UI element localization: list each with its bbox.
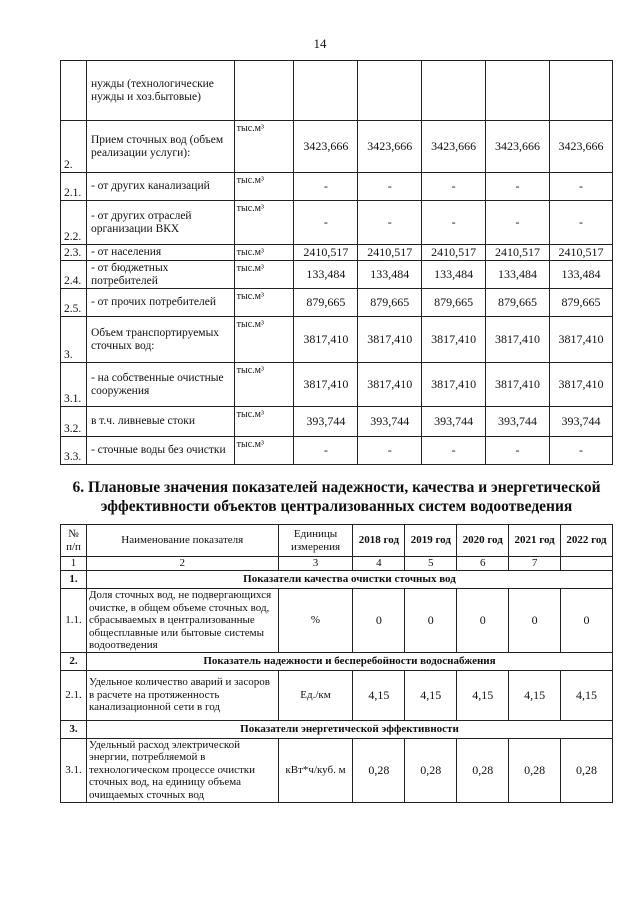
table-row [61, 363, 613, 407]
row-value: - [294, 437, 358, 465]
row-value: 2410,517 [422, 245, 486, 261]
row-value: - [294, 173, 358, 201]
table-row [61, 61, 613, 121]
row-name: - от населения [86, 245, 234, 261]
indicator-value: 0,28 [457, 738, 509, 802]
row-value: 2410,517 [294, 245, 358, 261]
row-value: - [550, 437, 613, 465]
row-value [486, 61, 550, 121]
row-value: - [358, 173, 422, 201]
indicator-value: 4,15 [457, 670, 509, 720]
table-row [61, 738, 613, 802]
row-value: - [486, 201, 550, 245]
column-index: 4 [353, 557, 405, 571]
indicator-value: 0 [561, 589, 613, 653]
row-value: 879,665 [294, 289, 358, 317]
row-value: 133,484 [358, 261, 422, 289]
row-value [358, 61, 422, 121]
row-value: 3423,666 [486, 121, 550, 173]
header-year: 2020 год [457, 525, 509, 557]
row-num: 2.5. [61, 289, 87, 317]
section-heading: 6. Плановые значения показателей надежности, качества и энергетической эффективности объектов централизованных систем водоотведения [72, 479, 601, 515]
row-name: - сточные воды без очистки [86, 437, 234, 465]
row-value: 879,665 [486, 289, 550, 317]
row-value: 2410,517 [358, 245, 422, 261]
row-num: 2. [61, 121, 87, 173]
row-value: - [422, 437, 486, 465]
section-num: 3. [61, 720, 87, 738]
row-num [61, 61, 87, 121]
row-value: 3817,410 [422, 363, 486, 407]
row-value: 2410,517 [550, 245, 613, 261]
row-value: - [486, 437, 550, 465]
row-value: 3423,666 [422, 121, 486, 173]
row-value: - [358, 201, 422, 245]
row-value: 133,484 [550, 261, 613, 289]
row-value: 3817,410 [422, 317, 486, 363]
row-name: - от прочих потребителей [86, 289, 234, 317]
row-unit: тыс.м³ [234, 407, 294, 437]
row-unit: тыс.м³ [234, 363, 294, 407]
indicator-name: Доля сточных вод, не подвергающихся очистке, в общем объеме сточных вод, сбрасываемых в централизованные общесплавные или бытовые системы водоотведения [86, 589, 278, 653]
row-value [294, 61, 358, 121]
row-num: 3.1. [61, 738, 87, 802]
row-value: 3423,666 [358, 121, 422, 173]
indicator-value: 0 [509, 589, 561, 653]
section-title: Показатели энергетической эффективности [86, 720, 612, 738]
row-value [422, 61, 486, 121]
row-num: 2.3. [61, 245, 87, 261]
page-number: 14 [313, 36, 327, 51]
section-num: 1. [61, 571, 87, 589]
indicator-value: 4,15 [405, 670, 457, 720]
table-row [61, 437, 613, 465]
row-value: 393,744 [550, 407, 613, 437]
indicator-value: 0,28 [509, 738, 561, 802]
table-row [61, 407, 613, 437]
row-value: 3817,410 [550, 317, 613, 363]
indicator-value: 0 [457, 589, 509, 653]
table-row [61, 201, 613, 245]
row-unit: тыс.м³ [234, 261, 294, 289]
row-value: 133,484 [422, 261, 486, 289]
row-num: 3. [61, 317, 87, 363]
column-index: 3 [278, 557, 353, 571]
row-value: 3817,410 [550, 363, 613, 407]
row-num: 3.1. [61, 363, 87, 407]
table-row [61, 261, 613, 289]
header-year: 2019 год [405, 525, 457, 557]
row-value: 393,744 [294, 407, 358, 437]
row-value: 879,665 [358, 289, 422, 317]
row-name: - от других отраслей организации ВКХ [86, 201, 234, 245]
row-name: - на собственные очистные сооружения [86, 363, 234, 407]
row-value: 3817,410 [294, 363, 358, 407]
row-num: 1.1. [61, 589, 87, 653]
column-index: 5 [405, 557, 457, 571]
column-index [561, 557, 613, 571]
row-value: 3423,666 [294, 121, 358, 173]
table-row [61, 317, 613, 363]
indicator-unit: % [278, 589, 353, 653]
indicators-table [60, 524, 613, 803]
wastewater-volume-table [60, 60, 613, 465]
row-value: 3817,410 [486, 363, 550, 407]
row-unit: тыс.м³ [234, 317, 294, 363]
indicator-name: Удельный расход электрической энергии, потребляемой в технологическом процессе очистки сточных вод, на единицу объема очищаемых сточных вод [86, 738, 278, 802]
row-unit: тыс.м³ [234, 121, 294, 173]
row-unit: тыс.м³ [234, 201, 294, 245]
row-value: 3817,410 [358, 317, 422, 363]
row-value: - [294, 201, 358, 245]
row-value: 879,665 [422, 289, 486, 317]
row-num: 3.3. [61, 437, 87, 465]
section-title: Показатель надежности и бесперебойности водоснабжения [86, 652, 612, 670]
row-value: 3817,410 [358, 363, 422, 407]
table-header-row [61, 525, 613, 557]
indicator-value: 0,28 [353, 738, 405, 802]
row-value: - [358, 437, 422, 465]
indicator-value: 0 [405, 589, 457, 653]
table-row [61, 289, 613, 317]
row-value [550, 61, 613, 121]
row-unit: тыс.м³ [234, 437, 294, 465]
header-year: 2022 год [561, 525, 613, 557]
column-index: 6 [457, 557, 509, 571]
header-year: 2021 год [509, 525, 561, 557]
indicator-value: 0,28 [405, 738, 457, 802]
row-unit: тыс.м³ [234, 245, 294, 261]
indicator-value: 0 [353, 589, 405, 653]
row-num: 2.4. [61, 261, 87, 289]
indicator-value: 4,15 [353, 670, 405, 720]
indicator-unit: Ед./км [278, 670, 353, 720]
column-index: 7 [509, 557, 561, 571]
column-index: 2 [86, 557, 278, 571]
header-year: 2018 год [353, 525, 405, 557]
row-value: - [550, 173, 613, 201]
row-value: 393,744 [486, 407, 550, 437]
row-name: Прием сточных вод (объем реализации услуги): [86, 121, 234, 173]
table-row [61, 173, 613, 201]
row-value: - [422, 201, 486, 245]
indicator-value: 4,15 [509, 670, 561, 720]
row-value: 2410,517 [486, 245, 550, 261]
row-value: - [550, 201, 613, 245]
row-value: 879,665 [550, 289, 613, 317]
section-row [61, 571, 613, 589]
row-value: 3817,410 [294, 317, 358, 363]
row-name: Объем транспортируемых сточных вод: [86, 317, 234, 363]
header-name: Наименование показателя [86, 525, 278, 557]
row-unit: тыс.м³ [234, 173, 294, 201]
indicator-value: 4,15 [561, 670, 613, 720]
row-value: 3423,666 [550, 121, 613, 173]
indicator-unit: кВт*ч/куб. м [278, 738, 353, 802]
row-value: 393,744 [422, 407, 486, 437]
row-num: 3.2. [61, 407, 87, 437]
row-unit: тыс.м³ [234, 289, 294, 317]
table-row [61, 121, 613, 173]
indicator-value: 0,28 [561, 738, 613, 802]
table-row [61, 589, 613, 653]
section-row [61, 652, 613, 670]
row-value: 393,744 [358, 407, 422, 437]
header-unit: Единицы измерения [278, 525, 353, 557]
row-num: 2.1. [61, 670, 87, 720]
row-value: 133,484 [294, 261, 358, 289]
row-num: 2.1. [61, 173, 87, 201]
row-value: - [422, 173, 486, 201]
indicator-name: Удельное количество аварий и засоров в расчете на протяженность канализационной сети в год [86, 670, 278, 720]
row-value: 3817,410 [486, 317, 550, 363]
section-num: 2. [61, 652, 87, 670]
section-title: Показатели качества очистки сточных вод [86, 571, 612, 589]
header-num: № п/п [61, 525, 87, 557]
row-name: в т.ч. ливневые стоки [86, 407, 234, 437]
row-name: - от других канализаций [86, 173, 234, 201]
column-index: 1 [61, 557, 87, 571]
row-unit [234, 61, 294, 121]
row-name: нужды (технологические нужды и хоз.бытовые) [86, 61, 234, 121]
table-row [61, 670, 613, 720]
column-index-row [61, 557, 613, 571]
row-value: 133,484 [486, 261, 550, 289]
table-row [61, 245, 613, 261]
row-num: 2.2. [61, 201, 87, 245]
row-name: - от бюджетных потребителей [86, 261, 234, 289]
section-row [61, 720, 613, 738]
row-value: - [486, 173, 550, 201]
